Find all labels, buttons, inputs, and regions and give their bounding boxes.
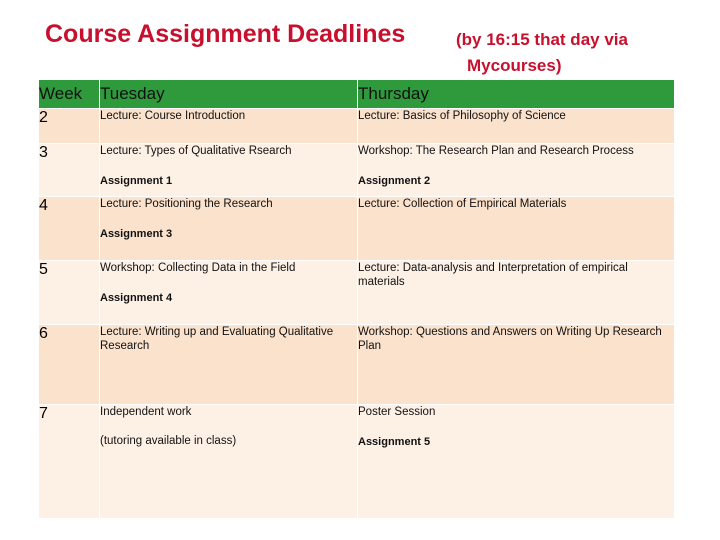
tuesday-cell [100, 325, 358, 405]
tuesday-session: Lecture: Course Introduction [100, 110, 246, 122]
page-subtitle-line1: (by 16:15 that day via [456, 30, 628, 49]
thursday-session: Poster Session [358, 406, 436, 418]
week-number: 3 [39, 144, 100, 197]
tuesday-cell [100, 197, 358, 261]
table-header-row [39, 80, 675, 109]
thursday-session: Lecture: Basics of Philosophy of Science [358, 110, 566, 122]
table-row [39, 405, 675, 519]
thursday-session: Lecture: Collection of Empirical Materials [358, 198, 567, 210]
header-tuesday: Tuesday [100, 80, 358, 109]
week-number: 7 [39, 405, 100, 519]
tuesday-cell [100, 109, 358, 144]
tuesday-assignment: Assignment 3 [100, 228, 173, 240]
thursday-assignment: Assignment 2 [358, 175, 431, 187]
tuesday-assignment: Assignment 1 [100, 175, 173, 187]
tuesday-session: Lecture: Types of Qualitative Rsearch [100, 145, 292, 157]
tuesday-note: (tutoring available in class) [100, 435, 237, 447]
table-row [39, 325, 675, 405]
week-number: 6 [39, 325, 100, 405]
table-row [39, 144, 675, 197]
tuesday-session: Workshop: Collecting Data in the Field [100, 262, 296, 274]
header-thursday: Thursday [358, 80, 675, 109]
thursday-assignment: Assignment 5 [358, 436, 431, 448]
week-number: 2 [39, 109, 100, 144]
thursday-cell [358, 405, 675, 519]
tuesday-cell [100, 144, 358, 197]
thursday-cell [358, 261, 675, 325]
thursday-cell [358, 144, 675, 197]
tuesday-session: Independent work [100, 406, 192, 418]
thursday-session: Lecture: Data-analysis and Interpretation of empirical materials [358, 262, 628, 288]
tuesday-session: Lecture: Positioning the Research [100, 198, 273, 210]
table-row [39, 261, 675, 325]
table-row [39, 197, 675, 261]
page-subtitle-line2: Mycourses) [467, 56, 562, 75]
week-number: 5 [39, 261, 100, 325]
table-row [39, 109, 675, 144]
tuesday-cell [100, 261, 358, 325]
tuesday-cell [100, 405, 358, 519]
week-number: 4 [39, 197, 100, 261]
page-title: Course Assignment Deadlines [45, 20, 406, 48]
tuesday-assignment: Assignment 4 [100, 292, 173, 304]
thursday-cell [358, 197, 675, 261]
thursday-session: Workshop: The Research Plan and Research Process [358, 145, 634, 157]
thursday-cell [358, 109, 675, 144]
schedule-table [38, 79, 675, 519]
thursday-session: Workshop: Questions and Answers on Writing Up Research Plan [358, 326, 662, 352]
header-week: Week [39, 80, 100, 109]
tuesday-session: Lecture: Writing up and Evaluating Qualitative Research [100, 326, 334, 352]
thursday-cell [358, 325, 675, 405]
